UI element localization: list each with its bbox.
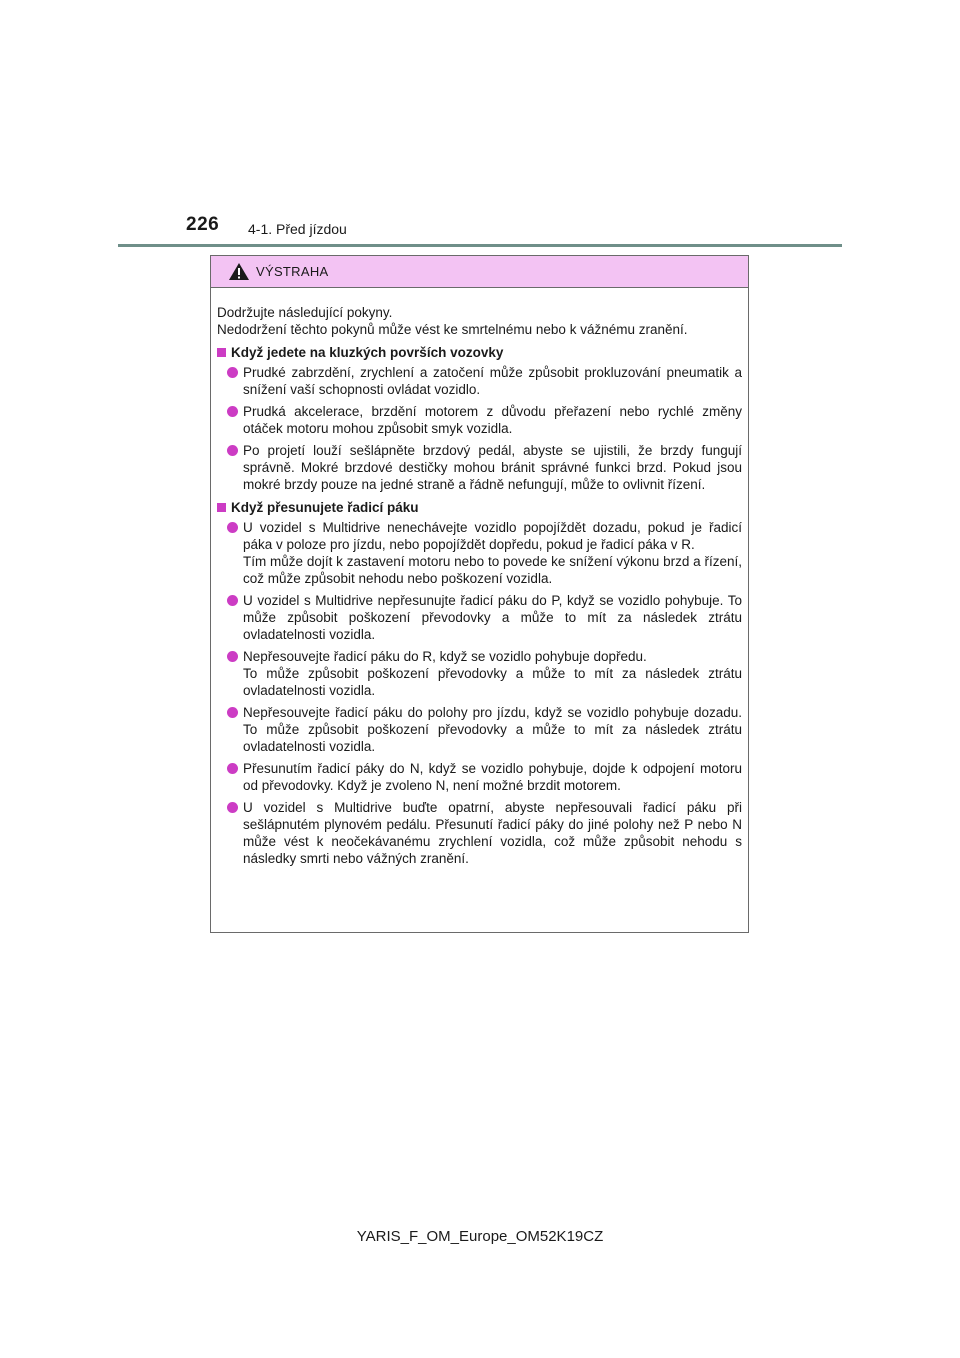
header-rule <box>118 244 842 247</box>
list-item <box>217 704 742 755</box>
bullet-dot-icon <box>227 763 238 774</box>
topic-heading-text: Když jedete na kluzkých površích vozovky <box>231 345 504 360</box>
warning-box <box>210 255 749 933</box>
topic-heading <box>217 344 742 361</box>
warning-intro <box>217 304 742 338</box>
intro-line: Dodržujte následující pokyny. <box>217 305 393 320</box>
bullet-dot-icon <box>227 595 238 606</box>
bullet-dot-icon <box>227 651 238 662</box>
warning-body <box>211 288 748 867</box>
bullet-dot-icon <box>227 707 238 718</box>
topic-heading <box>217 499 742 516</box>
list-item <box>217 364 742 398</box>
bullet-dot-icon <box>227 406 238 417</box>
square-bullet-icon <box>217 348 226 357</box>
item-text: Nepřesouvejte řadicí páku do polohy pro jízdu, když se vozidlo pohybuje dozadu. To může způsobit poškození převodovky a může to mít za následek ztrátu ovladatelnosti vozidla. <box>243 705 742 754</box>
topic-slippery-roads <box>217 344 742 493</box>
list-item <box>217 760 742 794</box>
bullet-dot-icon <box>227 522 238 533</box>
item-text: Prudké zabrzdění, zrychlení a zatočení může způsobit prokluzování pneumatik a snížení vaší schopnosti ovládat vozidlo. <box>243 365 742 397</box>
document-code: YARIS_F_OM_Europe_OM52K19CZ <box>356 1228 604 1245</box>
bullet-dot-icon <box>227 445 238 456</box>
item-text: Tím může dojít k zastavení motoru nebo to povede ke snížení výkonu brzd a řízení, což může způsobit nehodu nebo poškození vozidla. <box>243 554 742 586</box>
page-number: 226 <box>186 214 220 235</box>
list-item <box>217 519 742 587</box>
item-text: Po projetí louží sešlápněte brzdový pedál, abyste se ujistili, že brzdy fungují správně. Mokré brzdové destičky mohou bránit správné funkci brzd. Pokud jsou mokré brzdy pouze na jedné straně a řádně nefungují, může to ovlivnit řízení. <box>243 443 742 492</box>
item-text: U vozidel s Multidrive buďte opatrní, abyste nepřesouvali řadicí páku při sešlápnutém plynovém pedálu. Přesunutí řadicí páky do jiné polohy než P nebo N může vést k neočekávanému zrychlení vozidla, což může způsobit nehodu s následky smrti nebo vážných zranění. <box>243 800 742 866</box>
square-bullet-icon <box>217 503 226 512</box>
item-text: To může způsobit poškození převodovky a může to mít za následek ztrátu ovladatelnosti vozidla. <box>243 666 742 698</box>
item-text: U vozidel s Multidrive nepřesunujte řadicí páku do P, když se vozidlo pohybuje. To může způsobit poškození převodovky a může to mít za následek ztrátu ovladatelnosti vozidla. <box>243 593 742 642</box>
item-text: Nepřesouvejte řadicí páku do R, když se vozidlo pohybuje dopředu. <box>243 649 647 664</box>
list-item <box>217 592 742 643</box>
list-item <box>217 403 742 437</box>
list-item <box>217 648 742 699</box>
item-text: U vozidel s Multidrive nenechávejte vozidlo popojíždět dozadu, pokud je řadicí páka v poloze pro jízdu, nebo popojíždět dopředu, pokud je řadicí páka v R. <box>243 520 742 552</box>
topic-heading-text: Když přesunujete řadicí páku <box>231 500 419 515</box>
intro-line: Nedodržení těchto pokynů může vést ke smrtelnému nebo k vážnému zranění. <box>217 322 688 337</box>
list-item <box>217 442 742 493</box>
warning-triangle-icon <box>228 262 250 281</box>
item-text: Přesunutím řadicí páky do N, když se vozidlo pohybuje, dojde k odpojení motoru od převodovky. Když je zvoleno N, není možné brzdit motorem. <box>243 761 742 793</box>
section-title: 4-1. Před jízdou <box>248 221 347 237</box>
bullet-dot-icon <box>227 802 238 813</box>
topic-shift-lever <box>217 499 742 867</box>
warning-title: VÝSTRAHA <box>256 264 329 279</box>
warning-header <box>211 256 748 288</box>
bullet-dot-icon <box>227 367 238 378</box>
list-item <box>217 799 742 867</box>
item-text: Prudká akcelerace, brzdění motorem z důvodu přeřazení nebo rychlé změny otáček motoru mohou způsobit smyk vozidla. <box>243 404 742 436</box>
